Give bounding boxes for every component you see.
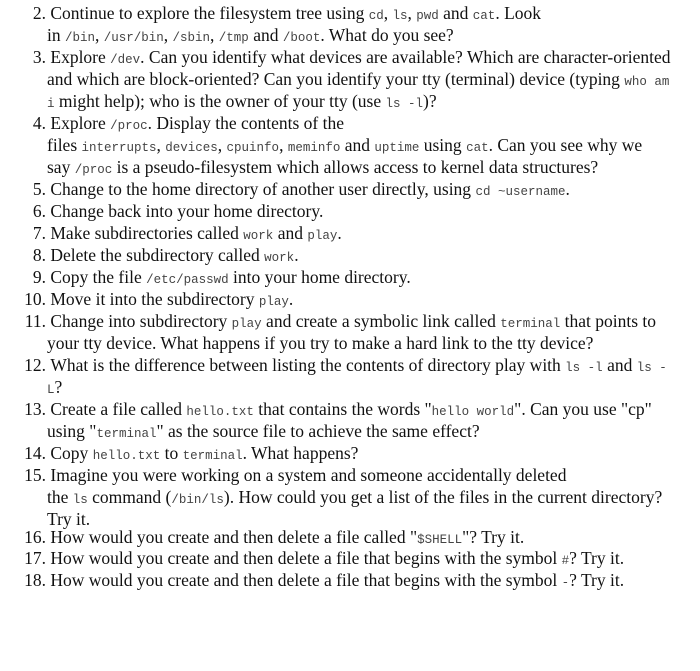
inline-code: /proc [74, 163, 113, 177]
inline-code: cd [368, 9, 384, 23]
text-run: . [565, 179, 570, 199]
list-item [20, 113, 344, 137]
inline-code: work [243, 229, 274, 243]
text-run: Try it. [47, 509, 91, 529]
text-run: )? [423, 91, 437, 111]
list-item [20, 399, 652, 423]
inline-code: work [264, 251, 295, 265]
inline-code: cpuinfo [226, 141, 280, 155]
text-run: using " [47, 421, 97, 441]
list-item [20, 548, 624, 572]
text-run: , [279, 135, 288, 155]
item-number: 10. [24, 289, 46, 309]
inline-code: # [561, 554, 570, 568]
text-run: and create a symbolic link called [261, 311, 501, 331]
list-item [20, 355, 667, 379]
text-run: in [47, 25, 65, 45]
text-run: . Can you identify what devices are available? Which are character-oriented [140, 47, 671, 67]
text-run: into your home directory. [228, 267, 411, 287]
text-run: and [248, 25, 283, 45]
list-item [20, 570, 624, 594]
inline-code: /etc/passwd [146, 273, 229, 287]
inline-code: /proc [110, 119, 148, 133]
item-number: 14. [24, 443, 46, 463]
text-run: Explore [50, 113, 111, 133]
list-item [20, 3, 541, 27]
inline-code: pwd [416, 9, 439, 23]
text-run: " as the source file to achieve the same effect? [156, 421, 480, 441]
inline-code: /boot [282, 31, 321, 45]
text-run: command ( [87, 487, 172, 507]
inline-code: ls [392, 9, 408, 23]
text-run: What is the difference between listing the contents of directory play with [50, 355, 566, 375]
text-run: . [337, 223, 342, 243]
item-number: 13. [24, 399, 46, 419]
inline-code: hello.txt [92, 449, 161, 463]
text-run: and [340, 135, 375, 155]
text-run: ). How could you get a list of the files in the current directory? [223, 487, 663, 507]
text-run: . [288, 289, 294, 309]
text-run: your tty device. What happens if you try to make a hard link to the tty device? [47, 333, 594, 353]
list-item [20, 267, 411, 291]
text-run: How would you create and then delete a file that begins with the symbol [50, 548, 562, 568]
inline-code: uptime [374, 141, 420, 155]
item-number: 15. [24, 465, 46, 485]
text-run: that contains the words " [253, 399, 432, 419]
inline-code: terminal [96, 427, 157, 441]
text-run: How would you create and then delete a file that begins with the symbol [50, 570, 562, 590]
inline-code: ls -l [565, 361, 603, 375]
item-number: 5. [32, 179, 46, 199]
text-run: and [602, 355, 637, 375]
list-item [20, 465, 566, 486]
item-number: 6. [32, 201, 46, 221]
text-run: . Can you see why we [488, 135, 643, 155]
inline-code: hello.txt [186, 405, 254, 419]
inline-code: ls -l [385, 97, 424, 111]
text-run: Change back into your home directory. [50, 201, 324, 221]
list-item-continuation [47, 135, 642, 159]
inline-code: who am [624, 75, 670, 89]
text-run: , [407, 3, 417, 23]
text-run: is a pseudo-filesystem which allows access to kernel data structures? [112, 157, 599, 177]
text-run: ? Try it. [569, 570, 625, 590]
list-item-continuation [47, 69, 669, 93]
item-number: 4. [32, 113, 46, 133]
inline-code: /bin [65, 31, 96, 45]
text-run: "? Try it. [462, 527, 525, 547]
text-run: . What happens? [242, 443, 359, 463]
text-run: using [419, 135, 467, 155]
inline-code: interrupts [81, 141, 157, 155]
list-item [20, 311, 656, 335]
inline-code: devices [165, 141, 218, 155]
list-item [20, 443, 358, 467]
list-item [20, 179, 570, 203]
inline-code: terminal [500, 317, 561, 331]
list-item-continuation [47, 487, 662, 511]
text-run: Change to the home directory of another user directly, using [50, 179, 476, 199]
text-run: Delete the subdirectory called [50, 245, 265, 265]
list-item-continuation [47, 421, 480, 445]
item-number: 11. [24, 311, 46, 331]
item-number: 2. [32, 3, 46, 23]
inline-code: /sbin [172, 31, 211, 45]
text-run: say [47, 157, 75, 177]
text-run: Create a file called [50, 399, 187, 419]
list-item-continuation [47, 333, 593, 354]
inline-code: meminfo [287, 141, 341, 155]
text-run: How would you create and then delete a file called " [50, 527, 418, 547]
text-run: . Look [495, 3, 542, 23]
list-item [20, 47, 671, 71]
inline-code: /usr/bin [103, 31, 164, 45]
item-number: 9. [32, 267, 46, 287]
inline-code: L [47, 383, 55, 397]
inline-code: ls - [636, 361, 667, 375]
text-run: the [47, 487, 73, 507]
text-run: , [210, 25, 219, 45]
inline-code: /dev [110, 53, 141, 67]
text-run: , [95, 25, 104, 45]
text-run: . [294, 245, 299, 265]
inline-code: cd ~username [475, 185, 566, 199]
inline-code: hello world [431, 405, 515, 419]
list-item [20, 245, 299, 269]
list-item [20, 201, 323, 222]
text-run: that points to [560, 311, 657, 331]
text-run: ". Can you use "cp" [514, 399, 652, 419]
text-run: Explore [50, 47, 111, 67]
text-run: Copy [50, 443, 93, 463]
text-run: , [156, 135, 166, 155]
text-run: Imagine you were working on a system and someone accidentally deleted [50, 465, 567, 485]
text-run: , [383, 3, 393, 23]
list-item-continuation [47, 25, 454, 49]
text-run: , [163, 25, 173, 45]
item-number: 12. [24, 355, 46, 375]
inline-code: play [307, 229, 338, 243]
inline-code: - [561, 576, 570, 590]
inline-code: cat [472, 9, 496, 23]
text-run: ? [54, 377, 63, 397]
text-run: might help); who is the owner of your tty (use [54, 91, 386, 111]
inline-code: terminal [182, 449, 243, 463]
text-run: to [160, 443, 183, 463]
list-item [20, 289, 293, 313]
text-run: Copy the file [50, 267, 147, 287]
item-number: 17. [24, 548, 46, 568]
item-number: 8. [32, 245, 46, 265]
list-item-continuation [47, 91, 437, 115]
text-run: Change into subdirectory [50, 311, 232, 331]
inline-code: play [258, 295, 289, 309]
text-run: . Display the contents of the [147, 113, 345, 133]
text-run: and [273, 223, 308, 243]
text-run: . What do you see? [320, 25, 454, 45]
item-number: 3. [32, 47, 46, 67]
text-run: and which are block-oriented? Can you identify your tty (terminal) device (typing [47, 69, 625, 89]
item-number: 16. [24, 527, 46, 547]
text-run: , [217, 135, 227, 155]
inline-code: cat [466, 141, 489, 155]
list-item [20, 223, 342, 247]
item-number: 18. [24, 570, 46, 590]
inline-code: $SHELL [417, 533, 463, 547]
text-run: Make subdirectories called [50, 223, 244, 243]
text-run: files [47, 135, 82, 155]
text-run: Continue to explore the filesystem tree using [50, 3, 369, 23]
list-item-continuation [47, 377, 62, 401]
inline-code: /tmp [218, 31, 249, 45]
list-item-continuation [47, 157, 598, 181]
item-number: 7. [32, 223, 46, 243]
inline-code: i [47, 97, 55, 111]
inline-code: play [231, 317, 262, 331]
text-run: and [438, 3, 473, 23]
text-run: Move it into the subdirectory [50, 289, 259, 309]
inline-code: /bin/ls [171, 493, 224, 507]
text-run: ? Try it. [569, 548, 625, 568]
inline-code: ls [72, 493, 88, 507]
